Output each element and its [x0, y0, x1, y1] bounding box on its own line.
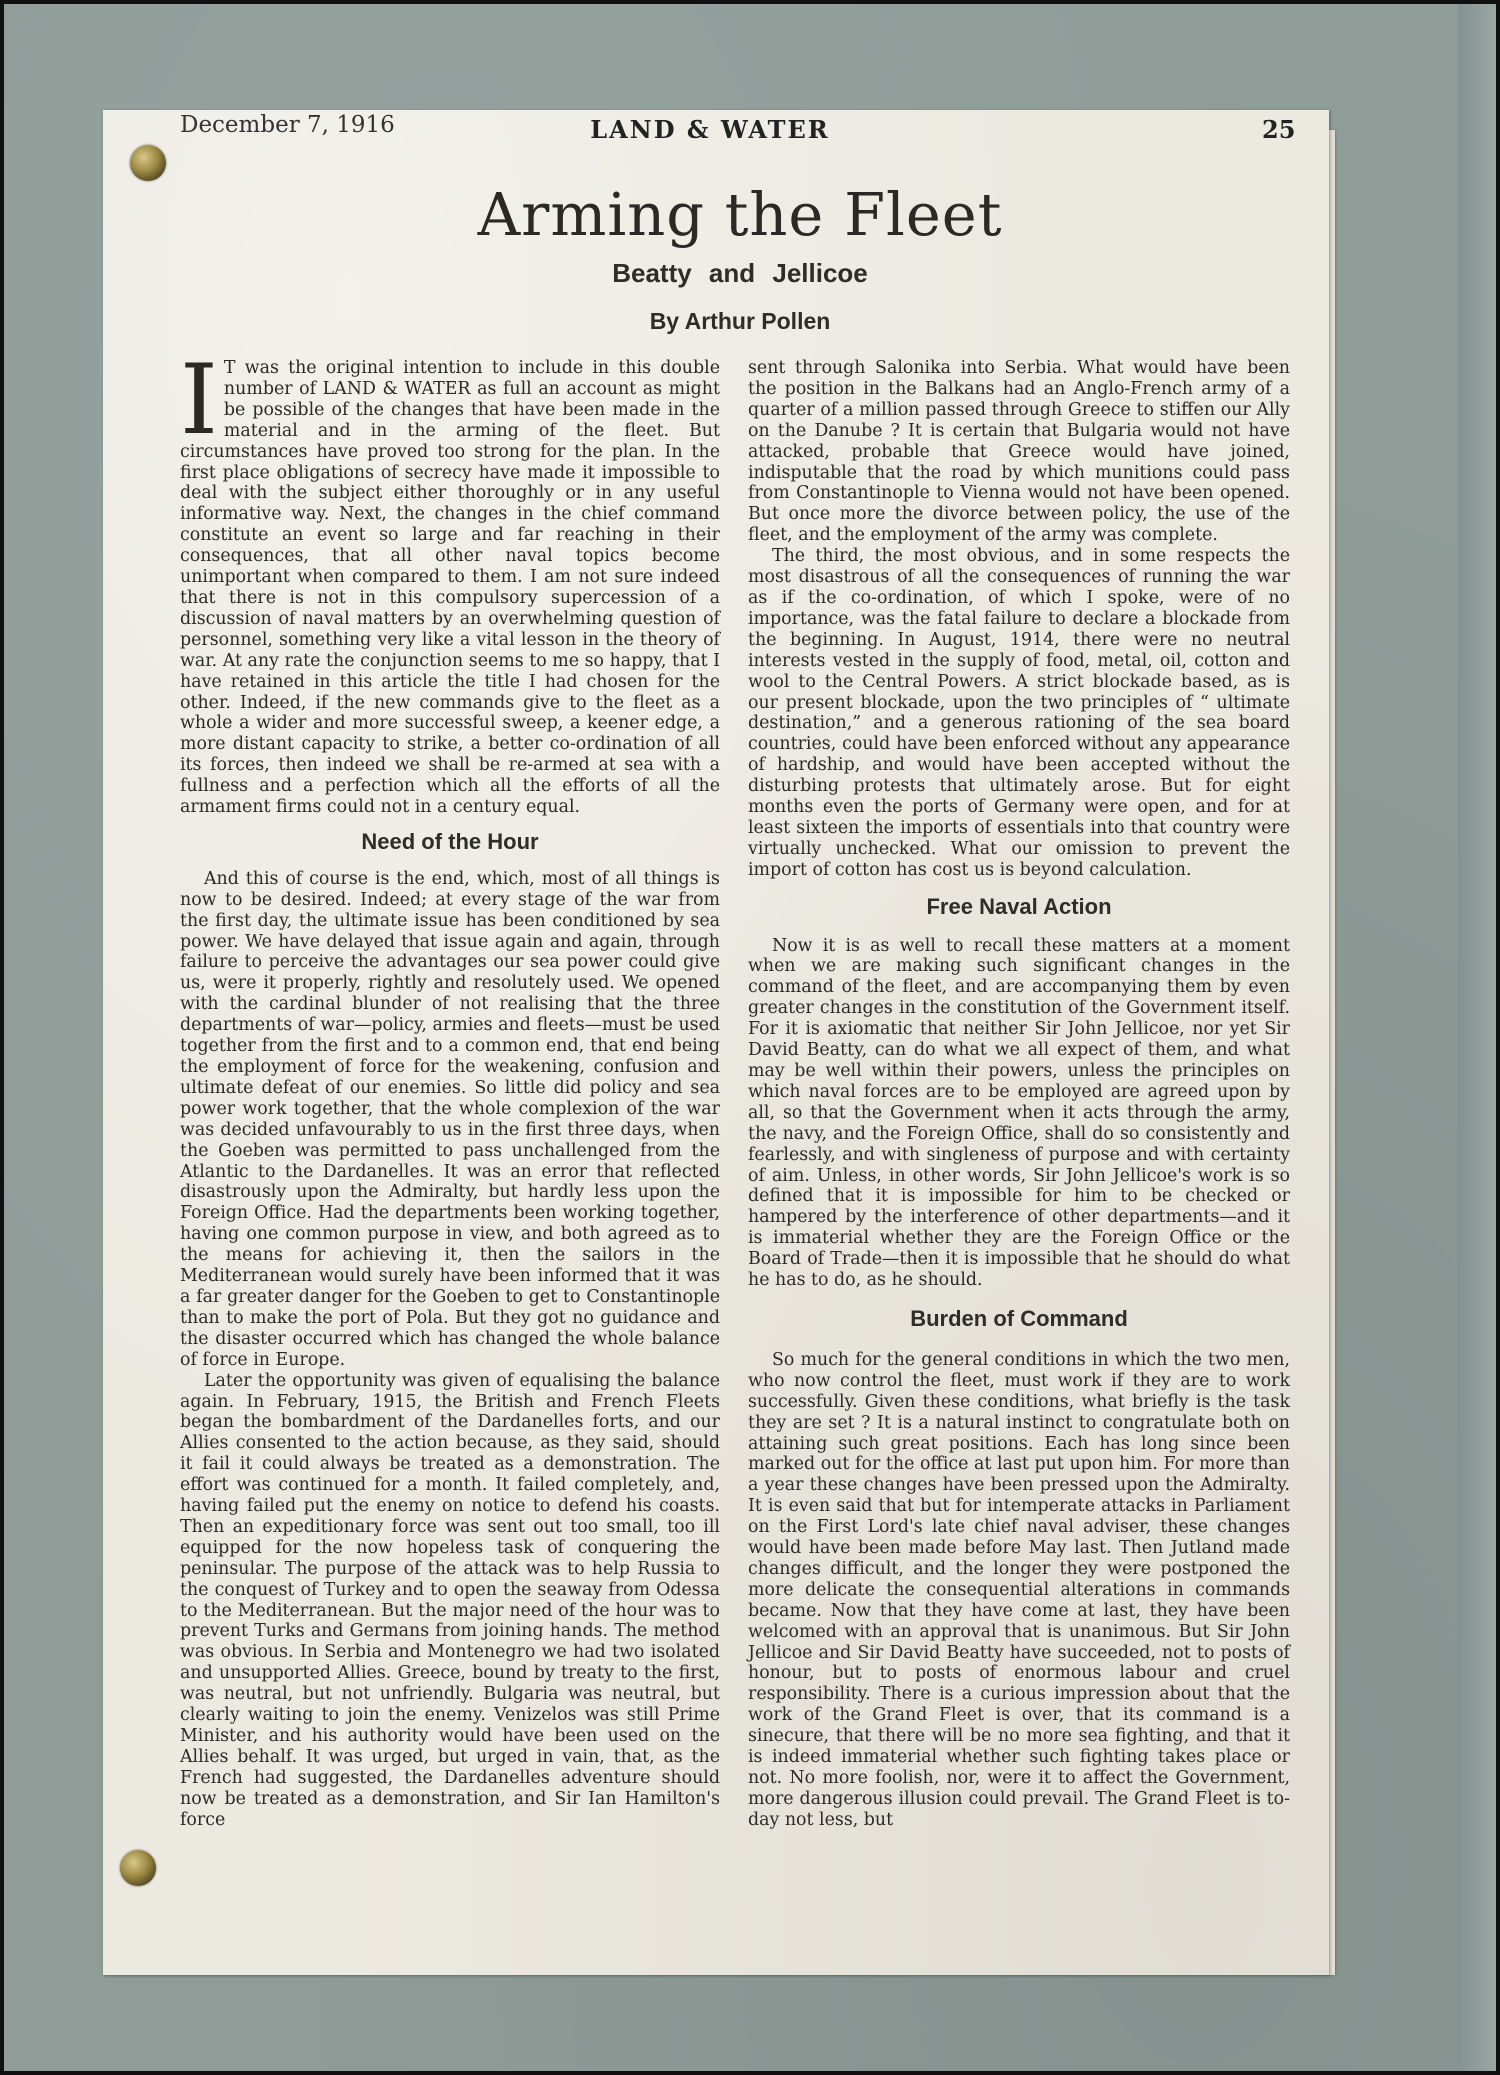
paragraph: sent through Salonika into Serbia. What would have been the position in the Balkans had an Anglo-French army of a quarter of a million passed through Greece to stiffen our Ally on the Danube ? It is certain that Bulgaria would not have attacked, probable that Greece would have joined, indisputable that the road by which munitions could pass from Constantinople to Vienna would not have been opened. But once more the divorce between policy, the use of the fleet, and the employment of the army was complete.	[748, 358, 1290, 546]
paragraph: Now it is as well to recall these matters at a moment when we are making such significant changes in the command of the fleet, and are accompanying them by even greater changes in the constitution of the Government itself. For it is axiomatic that neither Sir John Jellicoe, nor yet Sir David Beatty, can do what we all expect of them, and what may be well within their powers, unless the principles on which naval forces are to be employed are agreed upon by all, so that the Government when it acts through the army, the navy, and the Foreign Office, shall do so consistently and fearlessly, and with singleness of purpose and with certainty of aim. Unless, in other words, Sir John Jellicoe's work is so defined that it is impossible for him to be checked or hampered by the interference of other departments—and it is immaterial whether they are the Foreign Office or the Board of Trade—then it is impossible that he should do what he has to do, as he should.	[748, 935, 1290, 1291]
article-byline: By Arthur Pollen	[649, 308, 831, 334]
drop-cap: I	[180, 344, 218, 456]
paragraph: And this of course is the end, which, most of all things is now to be desired. Indeed; at every stage of the war from the first day, the ultimate issue has been conditioned by sea power. We have delayed that issue again and again, through failure to perceive the advantages our sea power could give us, were it properly, rightly and resolutely used. We opened with the cardinal blunder of not realising that the three departments of war—policy, armies and fleets—must be used together from the first and to a common end, that end being the employment of force for the weakening, confusion and ultimate defeat of our enemies. So little did policy and sea power work together, that the whole complexion of the war was decided unfavourably to us in the first three days, when the Goeben was permitted to pass unchallenged from the Atlantic to the Dardanelles. It was an error that reflected disastrously upon the Admiralty, but hardly less upon the Foreign Office. Had the departments been working together, having one common purpose in view, and both agreed as to the means for achieving it, then the sailors in the Mediterranean would surely have been informed that it was a far greater danger for the Goeben to get to Constantinople than to make the port of Pola. But they got no guidance and the disaster occurred which has changed the whole balance of force in Europe.	[180, 868, 720, 1370]
mounting-board-edge	[1458, 4, 1496, 2071]
paragraph-text: T was the original intention to include in this double number of LAND & WATER as full an account as might be possible of the changes that have been made in the material and in the arming of the fleet. But circumstances have proved too strong for the plan. In the first place obligations of secrecy have made it impossible to deal with the subject either thoroughly or in any useful informative way. Next, the changes in the chief command constitute an event so large and far reaching in their consequences, that all other naval topics become unimportant when compared to them. I am not sure indeed that there is not in this compulsory supercession of a discussion of naval matters by an overwhelming question of personnel, something very like a vital lesson in the theory of war. At any rate the conjunction seems to me so happy, that I have retained in this article the title I had chosen for the other. Indeed, if the new commands give to the fleet as a whole a wider and more successful sweep, a keener edge, a more distant capacity to strike, a better co-ordination of all its forces, then indeed we shall be re-armed at sea with a fullness and a perfection which all the efforts of all the armament firms could not in a century equal.	[180, 358, 720, 818]
issue-date: December 7, 1916	[180, 112, 395, 138]
paragraph: The third, the most obvious, and in some respects the most disastrous of all the consequences of running the war as if the co-ordination, of which I spoke, were of no importance, was the fatal failure to declare a blockade from the beginning. In August, 1914, there were no neutral interests vested in the supply of food, metal, oil, cotton and wool to the Central Powers. A strict blockade based, as is our present blockade, upon the two principles of “ ultimate destination,” and a generous rationing of the sea board countries, could have been enforced without any appearance of hardship, and would have been accepted without the disturbing protests that ultimately arose. But for eight months even the ports of Germany were open, and for at least sixteen the imports of essentials into that country were virtually unchecked. What our omission to prevent the import of cotton has cost us is beyond calculation.	[748, 546, 1290, 880]
paragraph	[180, 344, 720, 818]
page-number: 25	[1262, 115, 1296, 144]
paragraph: Later the opportunity was given of equalising the balance again. In February, 1915, the British and French Fleets began the bombardment of the Dardanelles forts, and our Allies consented to the action because, as they said, should it fail it could always be treated as a demonstration. The effort was continued for a month. It failed completely, and, having failed put the enemy on notice to defend his coasts. Then an expeditionary force was sent out too small, too ill equipped for the now hopeless task of conquering the peninsular. The purpose of the attack was to help Russia to the conquest of Turkey and to open the seaway from Odessa to the Mediterranean. But the major need of the hour was to prevent Turks and Germans from joining hands. The method was obvious. In Serbia and Montenegro we had two isolated and unsupported Allies. Greece, bound by treaty to the first, was neutral, but not unfriendly. Bulgaria was neutral, but clearly waiting to join the enemy. Venizelos was still Prime Minister, and his authority would have been used on the Allies behalf. It was urged, but urged in vain, that, as the French had suggested, the Dardanelles adventure should now be treated as a demonstration, and Sir Ian Hamilton's force	[180, 1370, 720, 1830]
article-title: Arming the Fleet	[477, 180, 1003, 249]
section-heading-burden-of-command: Burden of Command	[910, 1305, 1128, 1331]
right-column	[748, 358, 1290, 1831]
section-heading-free-naval-action: Free Naval Action	[926, 893, 1112, 919]
article-subtitle: Beatty and Jellicoe	[612, 258, 868, 288]
brass-rivet-bottom	[120, 1850, 156, 1886]
magazine-name: LAND & WATER	[590, 115, 830, 144]
brass-rivet-top	[130, 145, 166, 181]
section-heading-need-of-the-hour: Need of the Hour	[361, 828, 539, 854]
paragraph: So much for the general conditions in which the two men, who now control the fleet, must work if they are to work successfully. Given these conditions, what briefly is the task they are set ? It is a natural instinct to congratulate both on attaining such great positions. Each has long since been marked out for the office at last put upon him. For more than a year these changes have been pressed upon the Admiralty. It is even said that but for intemperate attacks in Parliament on the First Lord's late chief naval adviser, these changes would have been made before May last. Then Jutland made changes difficult, and the longer they were postponed the more delicate the consequential alterations in commands became. Now that they have come at last, they have been welcomed with an approval that is unanimous. But Sir John Jellicoe and Sir David Beatty have succeeded, not to posts of honour, but to posts of enormous labour and cruel responsibility. There is a curious impression about that the work of the Grand Fleet is over, that its command is a sinecure, that there will be no more sea fighting, and that it is indeed immaterial whether such fighting takes place or not. No more foolish, nor, were it to affect the Government, more dangerous illusion could prevail. The Grand Fleet is to-day not less, but	[748, 1349, 1290, 1830]
left-column	[180, 344, 720, 1831]
